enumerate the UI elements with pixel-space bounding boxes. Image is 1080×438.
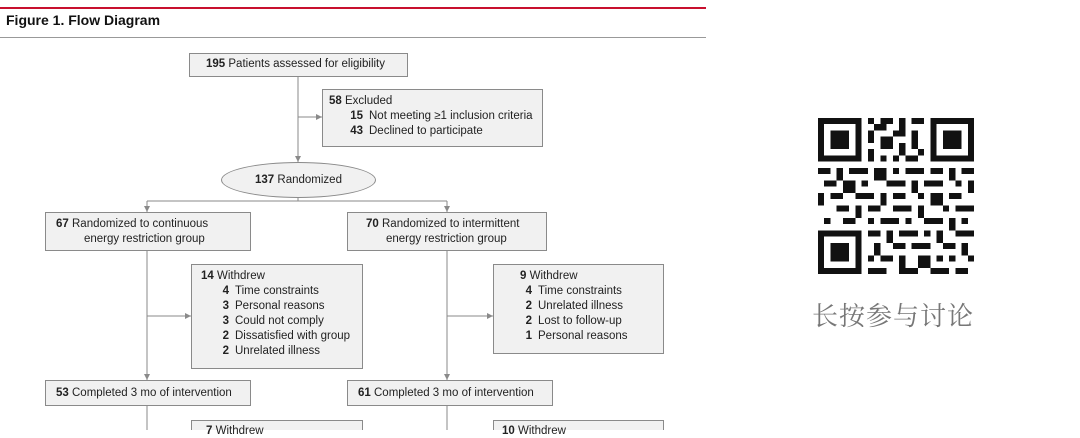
excluded-item-label: Declined to participate [369,125,483,137]
withdrew-left-bottom-box [191,420,363,437]
withdrew-reason-count: 2 [525,300,532,312]
intermittent-count: 70 [366,218,379,230]
withdrew-left2-count: 7 [206,425,213,437]
withdrew-reason-count: 2 [222,345,229,357]
completed-left-box [45,380,251,406]
withdrew-reason-label: Time constraints [235,285,319,297]
withdrew-reason-count: 4 [222,285,229,297]
excluded-item-count: 43 [350,125,363,137]
figure-title: Figure 1. Flow Diagram [6,12,161,28]
withdrew-right-count: 9 [520,270,527,282]
withdrew-reason-count: 4 [525,285,532,297]
withdrew-left-label: Withdrew [217,270,265,282]
withdrew-reason-count: 1 [525,330,532,342]
assessed-box [189,53,408,77]
assessed-label: Patients assessed for eligibility [228,58,385,70]
intermittent-label: Randomized to intermittent [382,218,520,230]
continuous-label: Randomized to continuous [72,218,209,230]
completed-left-count: 53 [56,387,69,399]
qr-caption: 长按参与讨论 [812,302,975,332]
withdrew-left-box [191,264,363,369]
withdrew-left-count: 14 [201,270,214,282]
withdrew-reason-label: Time constraints [538,285,622,297]
completed-right-count: 61 [358,387,371,399]
withdrew-left2-label: Withdrew [215,425,264,437]
excluded-item-label: Not meeting ≥1 inclusion criteria [369,110,533,122]
withdrew-reason-label: Lost to follow-up [538,315,622,327]
excluded-count: 58 [329,95,342,107]
withdrew-reason-count: 2 [525,315,532,327]
randomized-count: 137 [255,174,275,186]
intermittent-label-line2: energy restriction group [386,233,507,245]
continuous-count: 67 [56,218,69,230]
withdrew-reason-count: 3 [222,300,229,312]
withdrew-reason-label: Unrelated illness [538,300,624,312]
completed-right-label: Completed 3 mo of intervention [374,387,534,399]
excluded-box [322,89,543,147]
withdrew-right-box [493,264,664,354]
excluded-item-count: 15 [350,110,363,122]
withdrew-reason-count: 2 [222,330,229,342]
withdrew-reason-count: 3 [222,315,229,327]
excluded-label: Excluded [345,95,393,107]
assessed-count: 195 [206,58,226,70]
withdrew-reason-label: Personal reasons [538,330,628,342]
randomized-label: Randomized [277,174,342,186]
withdrew-reason-label: Personal reasons [235,300,325,312]
intermittent-group-box [347,212,547,251]
qr-code-icon[interactable] [818,118,974,274]
completed-right-box [347,380,553,406]
withdrew-right2-count: 10 [502,425,515,437]
randomized-node [221,162,376,198]
continuous-group-box [45,212,251,251]
withdrew-reason-label: Could not comply [235,315,324,327]
continuous-label-line2: energy restriction group [84,233,205,245]
withdrew-right-label: Withdrew [529,270,578,282]
withdrew-right2-label: Withdrew [518,425,566,437]
withdrew-right-bottom-box [493,420,664,437]
withdrew-reason-label: Unrelated illness [235,345,321,357]
completed-left-label: Completed 3 mo of intervention [72,387,232,399]
withdrew-reason-label: Dissatisfied with group [235,330,351,342]
